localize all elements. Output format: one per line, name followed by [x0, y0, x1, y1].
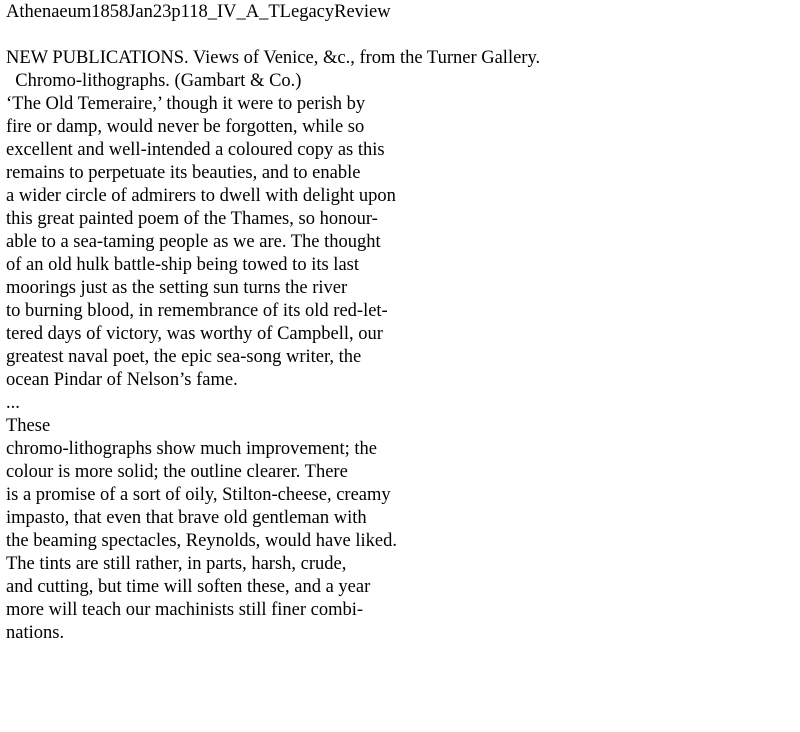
text-line: greatest naval poet, the epic sea-song writer, the [6, 347, 362, 367]
article-body [6, 47, 796, 645]
text-line: this great painted poem of the Thames, so honour- [6, 209, 378, 229]
blank-line [6, 24, 796, 47]
text-line: These [6, 416, 51, 436]
text-line: is a promise of a sort of oily, Stilton-cheese, creamy [6, 485, 391, 505]
text-line: a wider circle of admirers to dwell with delight upon [6, 186, 396, 206]
text-line: moorings just as the setting sun turns the river [6, 278, 348, 298]
text-line: fire or damp, would never be forgotten, while so [6, 117, 365, 137]
document-id: Athenaeum1858Jan23p118_IV_A_TLegacyReview [6, 2, 391, 22]
text-line: excellent and well-intended a coloured copy as this [6, 140, 385, 160]
text-line: colour is more solid; the outline clearer. There [6, 462, 348, 482]
text-line: ‘The Old Temeraire,’ though it were to perish by [6, 94, 366, 114]
text-line: impasto, that even that brave old gentleman with [6, 508, 367, 528]
article-subhead: Chromo-lithographs. (Gambart & Co.) [6, 71, 302, 91]
text-line: tered days of victory, was worthy of Campbell, our [6, 324, 383, 344]
text-line: and cutting, but time will soften these, and a year [6, 577, 371, 597]
text-line: the beaming spectacles, Reynolds, would have liked. [6, 531, 397, 551]
ellipsis-line: ... [6, 393, 20, 413]
text-line: remains to perpetuate its beauties, and to enable [6, 163, 361, 183]
text-line: The tints are still rather, in parts, harsh, crude, [6, 554, 347, 574]
text-line: more will teach our machinists still finer combi- [6, 600, 364, 620]
text-line: nations. [6, 623, 65, 643]
text-line: to burning blood, in remembrance of its old red-let- [6, 301, 388, 321]
text-line: ocean Pindar of Nelson’s fame. [6, 370, 238, 390]
text-line: able to a sea-taming people as we are. The thought [6, 232, 381, 252]
text-line: of an old hulk battle-ship being towed to its last [6, 255, 359, 275]
document-page [6, 1, 796, 645]
article-headline: NEW PUBLICATIONS. Views of Venice, &c., from the Turner Gallery. [6, 48, 541, 68]
text-line: chromo-lithographs show much improvement; the [6, 439, 377, 459]
